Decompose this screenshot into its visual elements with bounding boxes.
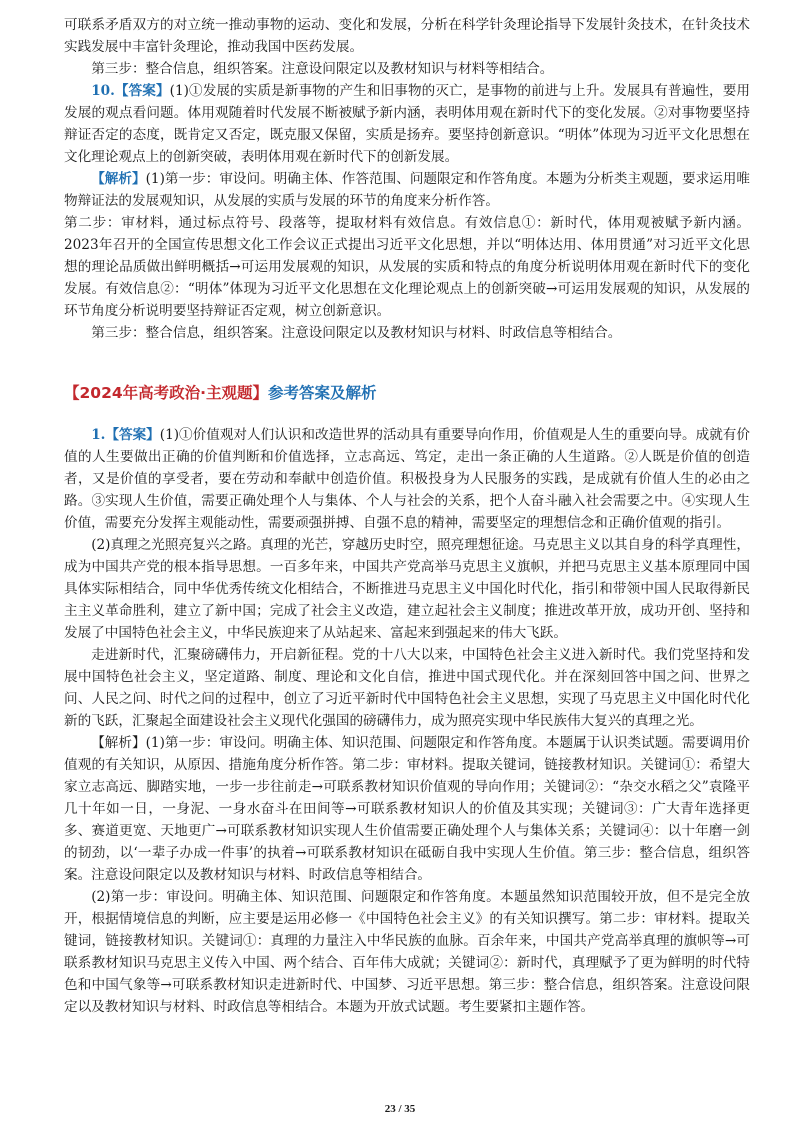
q10-number: 10. (91, 83, 115, 99)
q1-analysis-2: (2)第一步：审设问。明确主体、知识范围、问题限定和作答角度。本题虽然知识范围较开放，但不是完全放开，根据情境信息的判断，应主要是运用必修一《中国特色社会主义》的有关知识撰写。第二步：审材料。提取关键词，链接教材知识。关键词①：真理的力量注入中华民族的血脉。百余年来，中国共产党高举真理的旗帜等→可联系教材知识马克思主义传入中国、两个结合、百年伟大成就；关键词②：新时代，真理赋予了更为鲜明的时代特色和中国气象等→可联系教材知识走进新时代、中国梦、习近平思想。第三步：整合信息，组织答案。注意设问限定以及教材知识与材料、时政信息等相结合。本题为开放式试题。考生要紧扣主题作答。 (64, 889, 750, 1015)
q1-number: 1. (91, 427, 106, 443)
q10-step2: 第二步：审材料，通过标点符号、段落等，提取材料有效信息。有效信息①：新时代，体用观被赋予新内涵。2023年召开的全国宣传思想文化工作会议正式提出习近平文化思想，并以“明体达用、体用贯通”对习近平文化思想的理论品质做出鲜明概括→可运用发展观的知识，从发展的实质和特点的角度分析说明体用观在新时代下的变化发展。有效信息②：“明体”体现为习近平文化思想在文化理论观点上的创新突破→可运用发展观的知识，从发展的环节角度分析说明要坚持辩证否定观，树立创新意识。 (64, 215, 750, 319)
prev-question-step3: 第三步：整合信息，组织答案。注意设问限定以及教材知识与材料等相结合。 (91, 61, 554, 77)
q1-analysis-1 (64, 732, 750, 886)
q10-answer-text: (1)①发展的实质是新事物的产生和旧事物的灭亡，是事物的前进与上升。发展具有普遍性，要用发展的观点看问题。体用观随着时代发展不断被赋予新内涵，表明体用观在新时代下的变化发展。②对事物要坚持辩证否定的态度，既肯定又否定，既克服又保留，实质是扬弃。要坚持创新意识。“明体”体现为习近平文化思想在文化理论观点上的创新突破，表明体用观在新时代下的创新发展。 (64, 83, 750, 165)
q1-answer-p2: (2)真理之光照亮复兴之路。真理的光芒，穿越历史时空，照亮理想征途。马克思主义以其自身的科学真理性，成为中国共产党的根本指导思想。一百多年来，中国共产党高举马克思主义旗帜，并把马克思主义基本原理同中国具体实际相结合，同中华优秀传统文化相结合，不断推进马克思主义中国化时代化，指引和带领中国人民取得新民主主义革命胜利，建立了新中国；完成了社会主义改造，建立起社会主义制度；推进改革开放，成功开创、坚持和发展了中国特色社会主义，中华民族迎来了从站起来、富起来到强起来的伟大飞跃。 (64, 537, 750, 641)
q10-analysis-text: (1)第一步：审设问。明确主体、作答范围、问题限定和作答角度。本题为分析类主观题，要求运用唯物辩证法的发展观知识，从发展的实质与发展的环节的角度来分析作答。 (64, 171, 750, 209)
q1-answer-p3: 走进新时代，汇聚磅礴伟力，开启新征程。党的十八大以来，中国特色社会主义进入新时代。我们党坚持和发展中国特色社会主义，坚定道路、制度、理论和文化自信，推进中国式现代化。并在深刻回答中国之问、世界之问、人民之问、时代之问的过程中，创立了习近平新时代中国特色社会主义思想，实现了马克思主义中国化时代化新的飞跃，汇聚起全面建设社会主义现代化强国的磅礴伟力，成为照亮实现中华民族伟大复兴的真理之光。 (64, 647, 750, 729)
q10-step3: 第三步：整合信息，组织答案。注意设问限定以及教材知识与材料、时政信息等相结合。 (91, 325, 622, 341)
section-title (64, 382, 750, 404)
q10-analysis-label: 【解析】 (91, 171, 146, 187)
q1-analysis-label: 【解析】 (91, 735, 146, 751)
prev-question-continuation: 可联系矛盾双方的对立统一推动事物的运动、变化和发展，分析在科学针灸理论指导下发展针灸技术，在针灸技术实践发展中丰富针灸理论，推动我国中医药发展。 (64, 17, 750, 55)
q10-answer-label: 【答案】 (114, 83, 170, 99)
q1-answer-label: 【答案】 (105, 427, 160, 443)
page-number: 23 / 35 (384, 1103, 416, 1115)
section-title-main: 【2024年高考政治·主观题】 (64, 384, 269, 402)
q10-answer (64, 80, 750, 168)
q1-analysis-text-1: (1)第一步：审设问。明确主体、知识范围、问题限定和作答角度。本题属于认识类试题。需要调用价值观的有关知识，从原因、措施角度分析作答。第二步：审材料。提取关键词，链接教材知识。关键词①：希望大家立志高远、脚踏实地，一步一步往前走→可联系教材知识价值观的导向作用；关键词②：“杂交水稻之父”袁隆平几十年如一日，一身泥、一身水奋斗在田间等→可联系教材知识人的价值及其实现；关键词③：广大青年选择更多、赛道更宽、天地更广→可联系教材知识实现人生价值需要正确处理个人与集体关系；关键词④：以十年磨一剑的韧劲，以‘一辈子办成一件事’的执着→可联系教材知识在砥砺自我中实现人生价值。第三步：整合信息，组织答案。注意设问限定以及教材知识与材料、时政信息等相结合。 (64, 735, 750, 883)
q1-answer-p1 (64, 424, 750, 534)
q1-answer-text: (1)①价值观对人们认识和改造世界的活动具有重要导向作用，价值观是人生的重要向导。成就有价值的人生要做出正确的价值判断和价值选择，立志高远、笃定，走出一条正确的人生道路。②人既是价值的创造者，又是价值的享受者，要在劳动和奉献中创造价值。积极投身为人民服务的实践，是成就有价值人生的必由之路。③实现人生价值，需要正确处理个人与集体、个人与社会的关系，把个人奋斗融入社会需要之中。④实现人生价值，需要充分发挥主观能动性，需要顽强拼搏、自强不息的精神，需要坚定的理想信念和正确价值观的指引。 (64, 427, 750, 531)
q10-analysis (64, 168, 750, 212)
section-title-sub: 参考答案及解析 (268, 384, 377, 402)
